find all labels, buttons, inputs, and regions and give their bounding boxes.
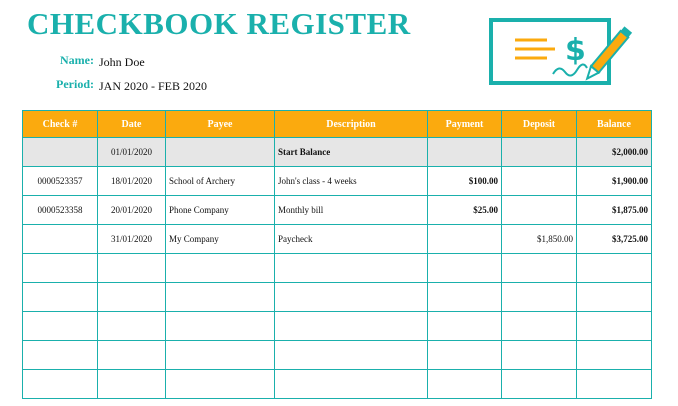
column-header-description: Description [275, 111, 428, 138]
check-cell[interactable] [23, 225, 98, 254]
description-cell[interactable]: Paycheck [275, 225, 428, 254]
payee-cell[interactable]: School of Archery [166, 167, 275, 196]
check-with-pen-icon [489, 18, 653, 91]
column-header-check: Check # [23, 111, 98, 138]
payment-cell[interactable]: $100.00 [428, 167, 502, 196]
description-cell[interactable]: John's class - 4 weeks [275, 167, 428, 196]
name-value[interactable]: John Doe [99, 55, 145, 69]
check-cell[interactable]: 0000523357 [23, 167, 98, 196]
deposit-cell[interactable] [502, 138, 577, 167]
deposit-cell[interactable]: $1,850.00 [502, 225, 577, 254]
date-cell[interactable]: 20/01/2020 [98, 196, 166, 225]
check-cell[interactable] [23, 138, 98, 167]
column-header-payee: Payee [166, 111, 275, 138]
table-row [23, 138, 652, 167]
date-cell[interactable]: 31/01/2020 [98, 225, 166, 254]
column-header-date: Date [98, 111, 166, 138]
balance-cell[interactable]: $1,900.00 [577, 167, 652, 196]
deposit-cell[interactable] [502, 167, 577, 196]
payee-cell[interactable]: Phone Company [166, 196, 275, 225]
description-cell[interactable]: Monthly bill [275, 196, 428, 225]
payee-cell[interactable] [166, 138, 275, 167]
check-cell[interactable]: 0000523358 [23, 196, 98, 225]
table-header-row [23, 111, 652, 138]
payment-cell[interactable] [428, 138, 502, 167]
balance-cell[interactable]: $2,000.00 [577, 138, 652, 167]
column-header-deposit: Deposit [502, 111, 577, 138]
empty-row [23, 312, 652, 341]
period-label: Period: [56, 77, 94, 91]
balance-cell[interactable]: $3,725.00 [577, 225, 652, 254]
payee-cell[interactable]: My Company [166, 225, 275, 254]
payment-cell[interactable] [428, 225, 502, 254]
empty-row [23, 283, 652, 312]
page-title: CHECKBOOK REGISTER [27, 6, 411, 41]
column-header-balance: Balance [577, 111, 652, 138]
table-row [23, 196, 652, 225]
empty-row [23, 254, 652, 283]
deposit-cell[interactable] [502, 196, 577, 225]
column-header-payment: Payment [428, 111, 502, 138]
period-value[interactable]: JAN 2020 - FEB 2020 [99, 79, 208, 93]
name-label: Name: [60, 53, 94, 67]
date-cell[interactable]: 01/01/2020 [98, 138, 166, 167]
table-row [23, 167, 652, 196]
payment-cell[interactable]: $25.00 [428, 196, 502, 225]
date-cell[interactable]: 18/01/2020 [98, 167, 166, 196]
table-row [23, 225, 652, 254]
balance-cell[interactable]: $1,875.00 [577, 196, 652, 225]
svg-text:$: $ [565, 33, 586, 68]
register-table [22, 110, 652, 399]
empty-row [23, 341, 652, 370]
empty-row [23, 370, 652, 399]
description-cell[interactable]: Start Balance [275, 138, 428, 167]
